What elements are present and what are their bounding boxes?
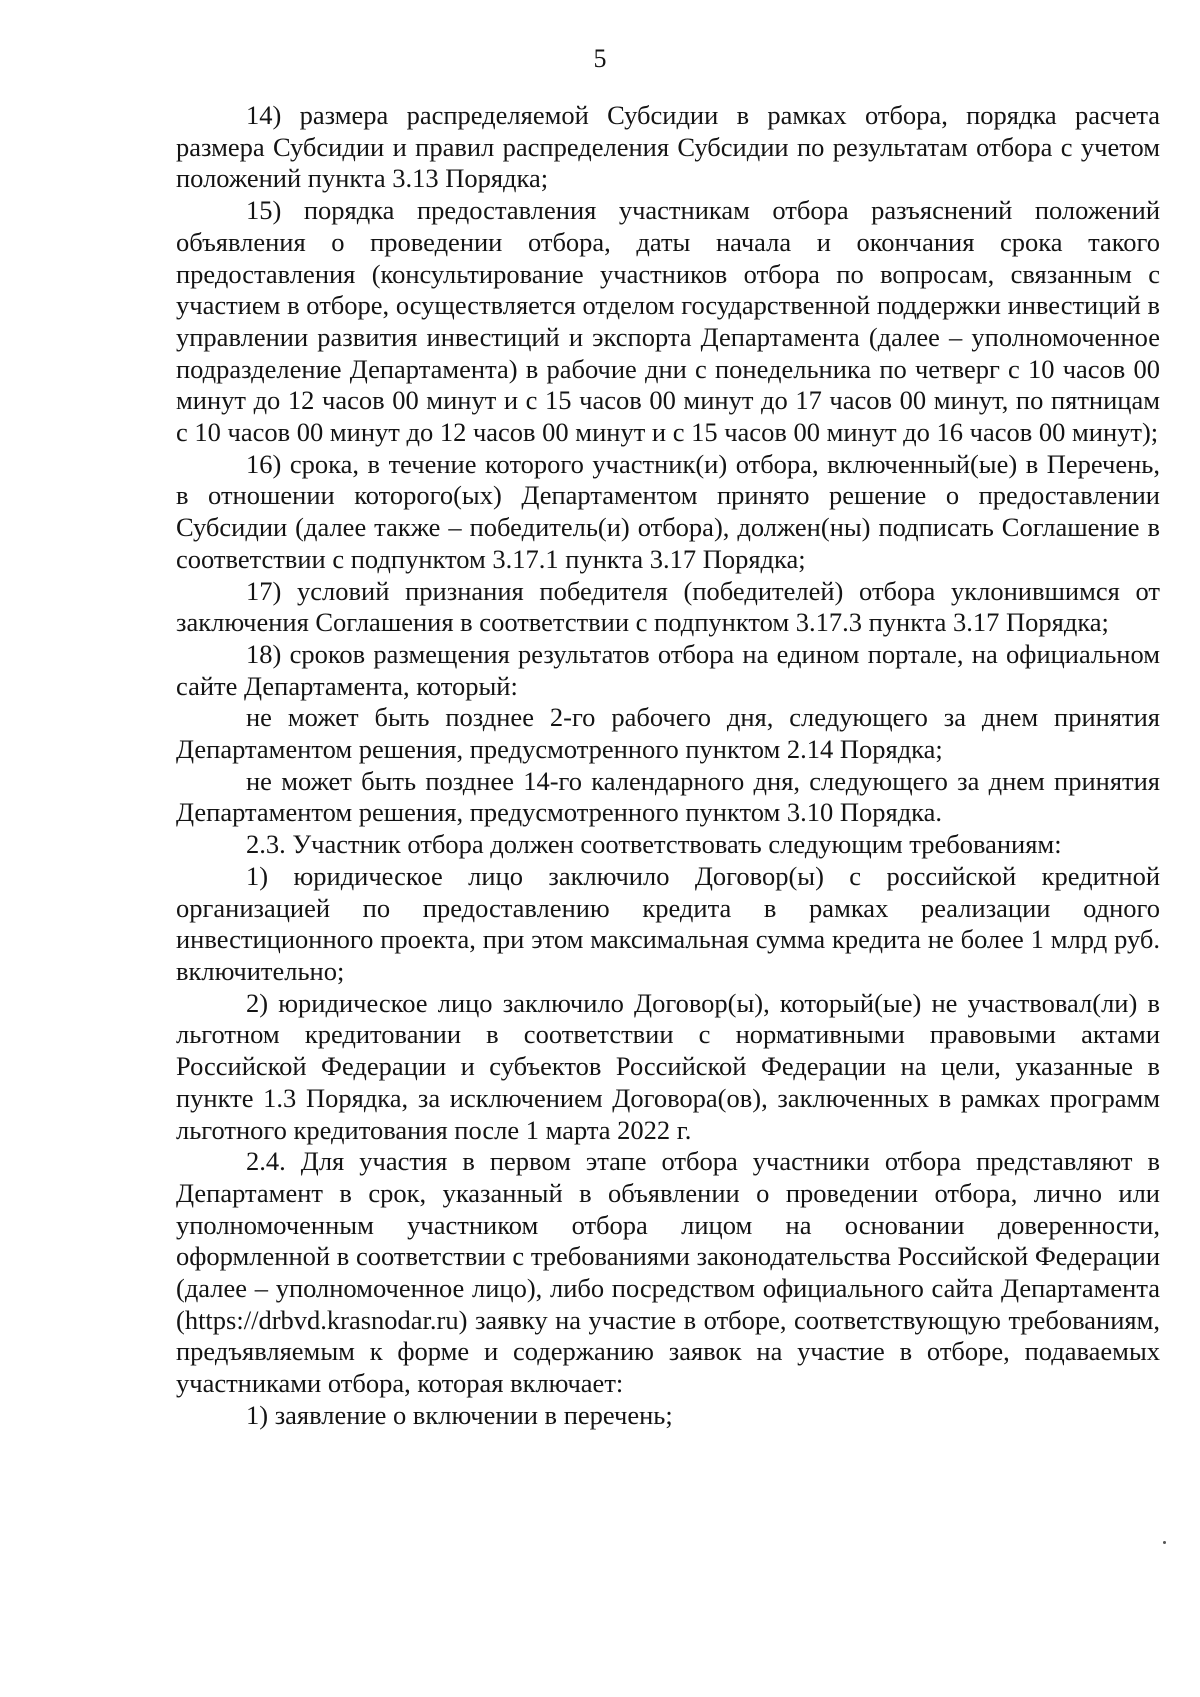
paragraph-application-1: 1) заявление о включении в перечень; bbox=[246, 1399, 673, 1430]
paragraph-item-14: 14) размера распределяемой Субсидии в рамках отбора, порядка расчета размера Субсидии и правил распределения Субсидии по результатам отбора с учетом положений пункта 3.13 Порядка; bbox=[176, 100, 1160, 194]
paragraph-requirement-2: 2) юридическое лицо заключило Договор(ы), который(ые) не участвовал(ли) в льготном кредитовании в соответствии с нормативными правовыми актами Российской Федерации и субъектов Российской Федерации на цели, указанные в пункте 1.3 Порядка, за исключением Договора(ов), заключенных в рамках программ льготного кредитования после 1 марта 2022 г. bbox=[176, 987, 1160, 1145]
document-body bbox=[176, 100, 1160, 1432]
paragraph-item-18: 18) сроков размещения результатов отбора на едином портале, на официальном сайте Департамента, который: bbox=[176, 638, 1160, 701]
paragraph-section-2-3: 2.3. Участник отбора должен соответствовать следующим требованиям: bbox=[246, 829, 1062, 860]
page-number: 5 bbox=[593, 44, 607, 73]
paragraph-item-17: 17) условий признания победителя (победителей) отбора уклонившимся от заключения Соглашения в соответствии с подпунктом 3.17.3 пункта 3.17 Порядка; bbox=[176, 575, 1160, 638]
scan-speck bbox=[1163, 1541, 1166, 1544]
paragraph-item-16: 16) срока, в течение которого участник(и) отбора, включенный(ые) в Перечень, в отношении которого(ых) Департаментом принято решение о предоставлении Субсидии (далее также – победитель(и) отбора), должен(ны) подписать Соглашение в соответствии с подпунктом 3.17.1 пункта 3.17 Порядка; bbox=[176, 448, 1160, 574]
paragraph-requirement-1: 1) юридическое лицо заключило Договор(ы) с российской кредитной организацией по предоставлению кредита в рамках реализации одного инвестиционного проекта, при этом максимальная сумма кредита не более 1 млрд руб. включительно; bbox=[176, 860, 1160, 986]
paragraph-item-15: 15) порядка предоставления участникам отбора разъяснений положений объявления о проведении отбора, даты начала и окончания срока такого предоставления (консультирование участников отбора по вопросам, связанным с участием в отборе, осуществляется отделом государственной поддержки инвестиций в управлении развития инвестиций и экспорта Департамента (далее – уполномоченное подразделение Департамента) в рабочие дни с понедельника по четверг с 10 часов 00 минут до 12 часов 00 минут и с 15 часов 00 минут до 17 часов 00 минут, по пятницам с 10 часов 00 минут до 12 часов 00 минут и с 15 часов 00 минут до 16 часов 00 минут); bbox=[176, 195, 1160, 448]
paragraph-section-2-4: 2.4. Для участия в первом этапе отбора участники отбора представляют в Департамент в срок, указанный в объявлении о проведении отбора, лично или уполномоченным участником отбора лицом на основании доверенности, оформленной в соответствии с требованиями законодательства Российской Федерации (далее – уполномоченное лицо), либо посредством официального сайта Департамента (https://drbvd.krasnodar.ru) заявку на участие в отборе, соответствующую требованиям, предъявляемым к форме и содержанию заявок на участие в отборе, подаваемых участниками отбора, которая включает: bbox=[176, 1146, 1160, 1399]
paragraph-deadline-2-day: не может быть позднее 2-го рабочего дня, следующего за днем принятия Департаментом решения, предусмотренного пунктом 2.14 Порядка; bbox=[176, 702, 1160, 765]
paragraph-deadline-14-day: не может быть позднее 14-го календарного дня, следующего за днем принятия Департаментом решения, предусмотренного пунктом 3.10 Порядка. bbox=[176, 765, 1160, 828]
